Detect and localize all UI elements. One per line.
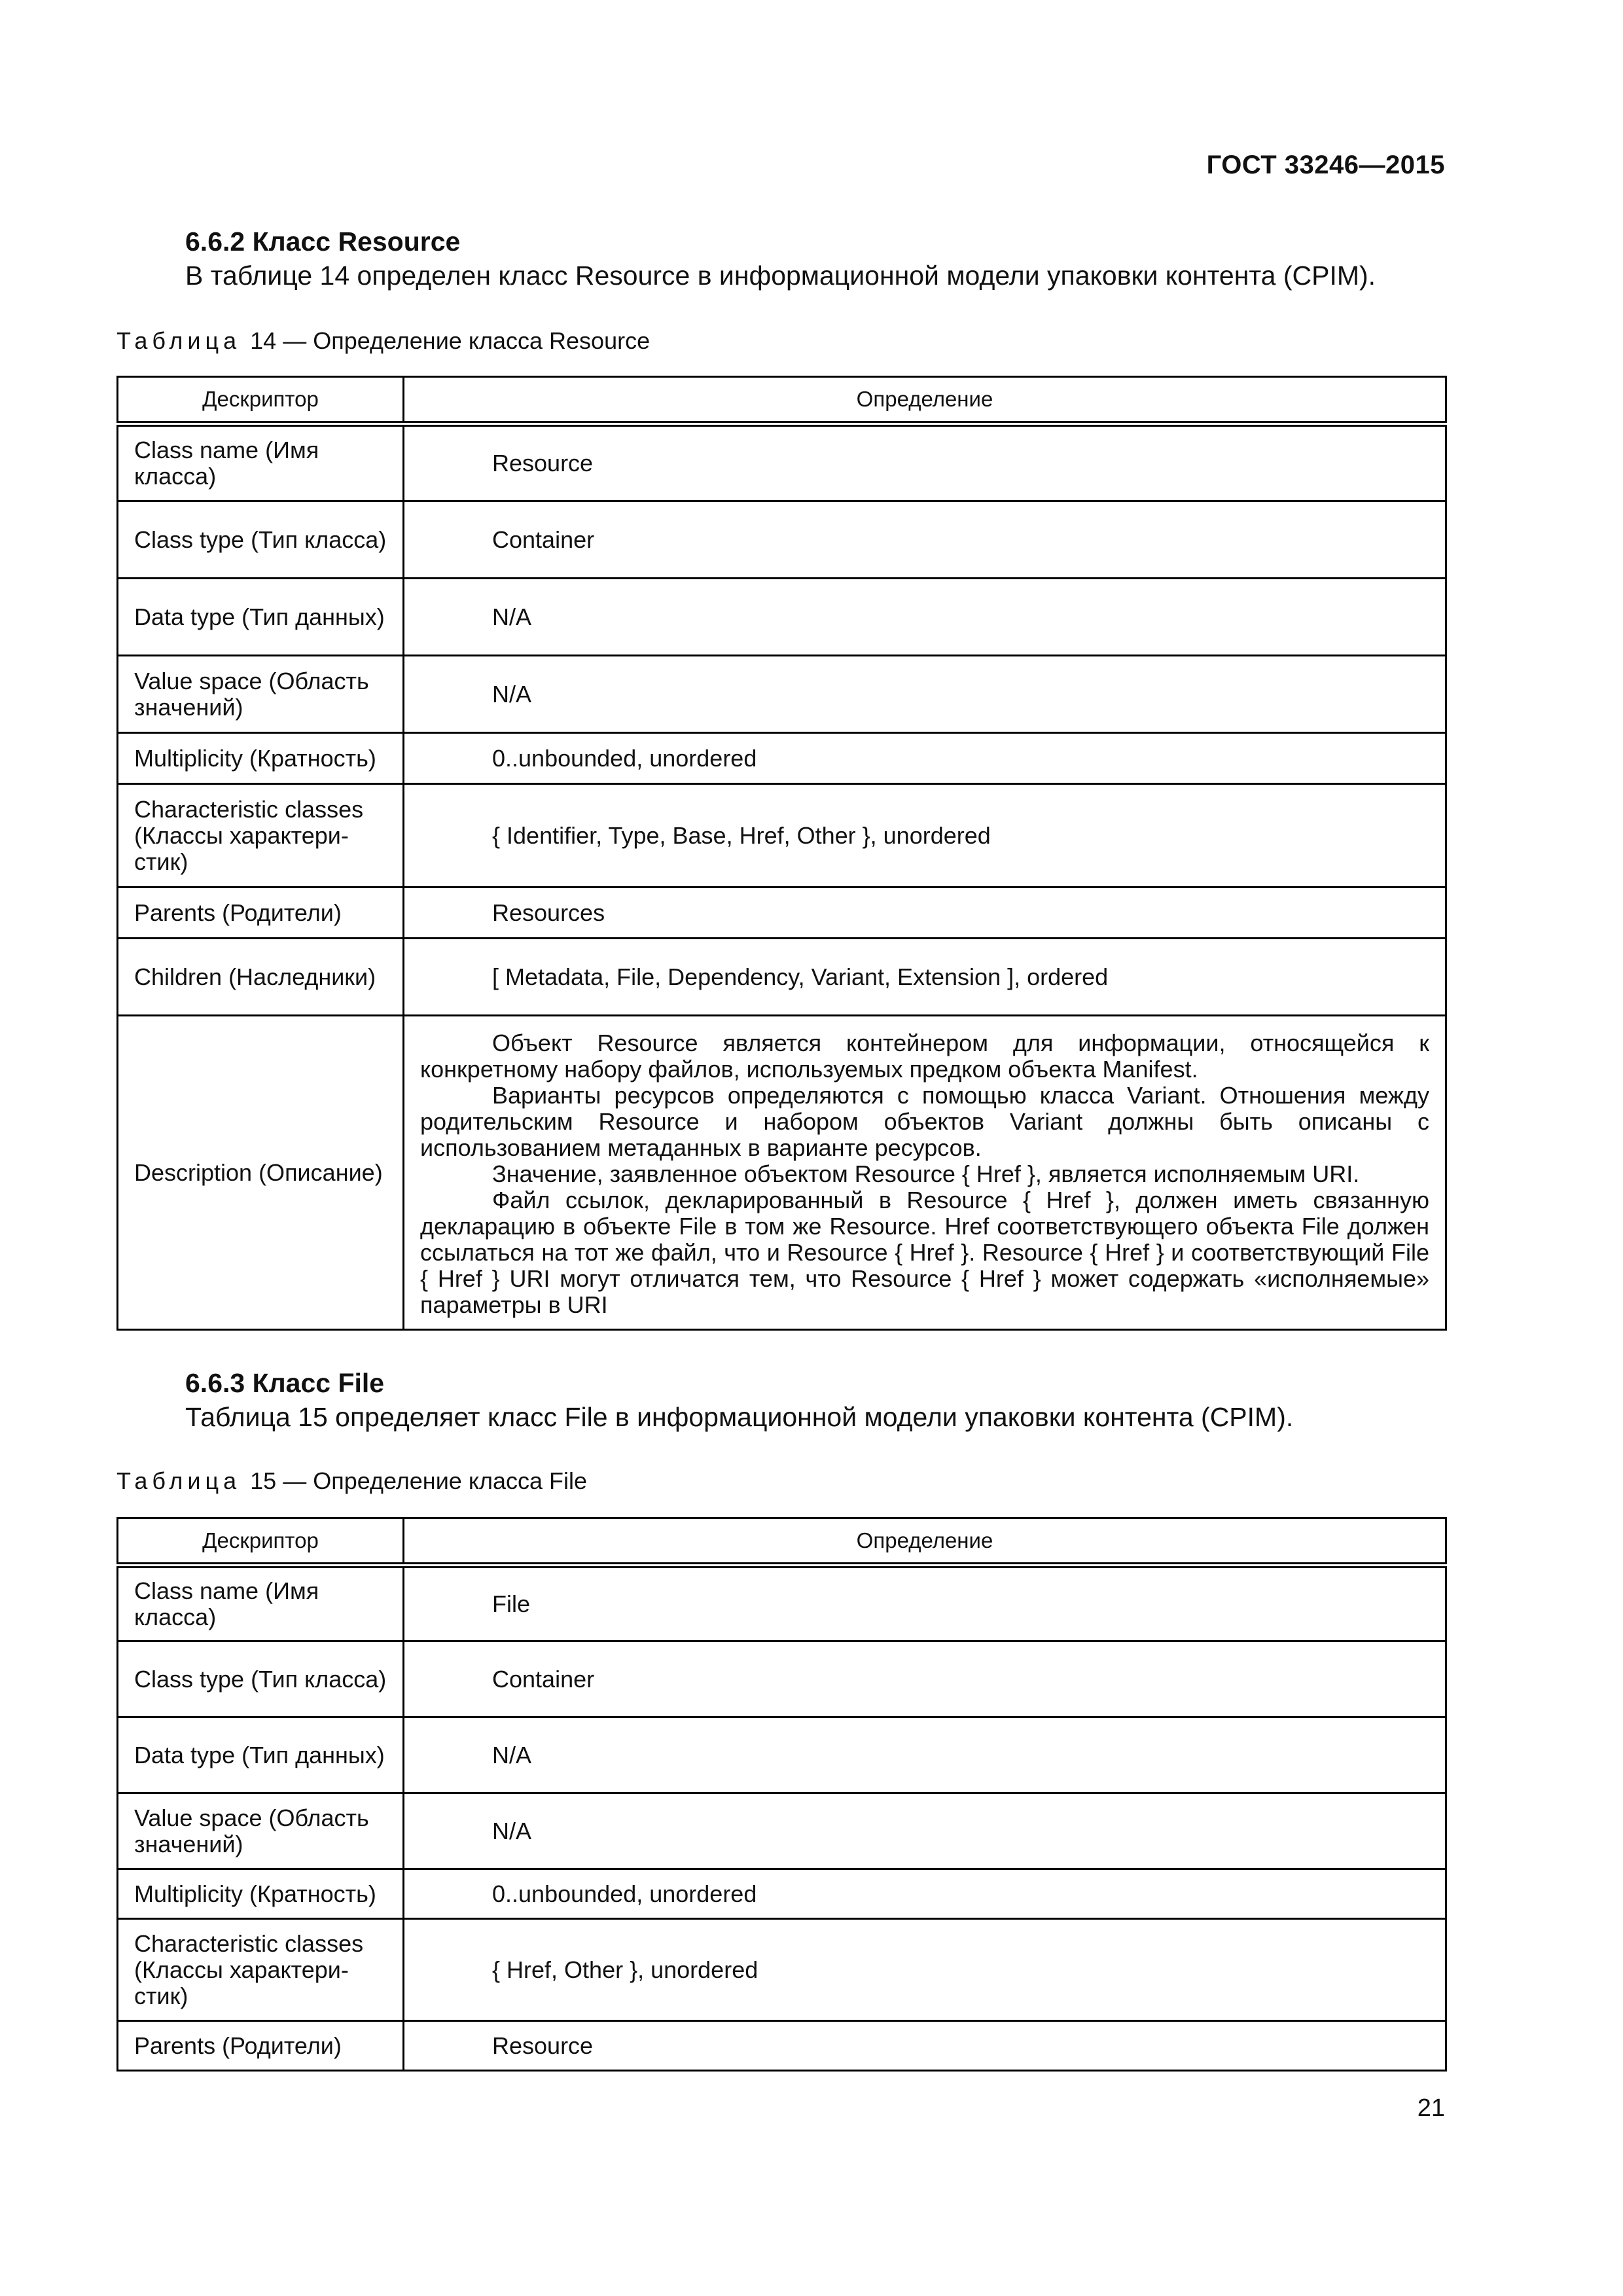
table-caption-word: Таблица	[116, 1467, 241, 1494]
table-caption-text: 15 — Определение класса File	[250, 1467, 588, 1494]
definition-cell: N/A	[404, 1717, 1446, 1793]
table-row	[118, 1717, 1446, 1793]
definition-cell: Container	[404, 501, 1446, 579]
table-header-row	[118, 377, 1446, 424]
definition-cell: N/A	[404, 579, 1446, 656]
section-intro-resource: В таблице 14 определен класс Resource в информационной модели упаковки контента (CPIM).	[185, 260, 1376, 291]
definition-cell: 0..unbounded, unordered	[404, 733, 1446, 784]
definition-cell: N/A	[404, 1793, 1446, 1869]
definition-cell: { Href, Other }, unordered	[404, 1919, 1446, 2021]
table-caption-word: Таблица	[116, 327, 241, 354]
descriptor-cell: Multiplicity (Кратность)	[118, 1869, 404, 1919]
descriptor-cell: Parents (Родители)	[118, 888, 404, 939]
descriptor-cell: Value space (Область значений)	[118, 656, 404, 733]
definition-cell: { Identifier, Type, Base, Href, Other }, unordered	[404, 784, 1446, 888]
definition-cell: [ Metadata, File, Dependency, Variant, Extension ], ordered	[404, 939, 1446, 1016]
descriptor-cell: Class type (Тип класса)	[118, 501, 404, 579]
table-caption-text: 14 — Определение класса Resource	[250, 327, 651, 354]
descriptor-cell: Children (Наследники)	[118, 939, 404, 1016]
descriptor-cell: Characteristic classes (Классы характери-стик)	[118, 784, 404, 888]
column-header-descriptor: Дескриптор	[118, 1518, 404, 1566]
page-number: 21	[1417, 2094, 1445, 2122]
table-caption-14	[116, 327, 650, 355]
descriptor-cell: Data type (Тип данных)	[118, 579, 404, 656]
definition-cell: Resource	[404, 424, 1446, 501]
table-row	[118, 1793, 1446, 1869]
table-row	[118, 939, 1446, 1016]
column-header-definition: Определение	[404, 377, 1446, 424]
descriptor-cell: Value space (Область значений)	[118, 1793, 404, 1869]
table-row	[118, 501, 1446, 579]
table-row	[118, 424, 1446, 501]
table-row	[118, 1869, 1446, 1919]
definition-cell: File	[404, 1566, 1446, 1641]
descriptor-cell: Class name (Имя класса)	[118, 1566, 404, 1641]
table-row	[118, 656, 1446, 733]
descriptor-cell: Class type (Тип класса)	[118, 1641, 404, 1717]
table-row	[118, 1641, 1446, 1717]
table-row	[118, 888, 1446, 939]
column-header-descriptor: Дескриптор	[118, 377, 404, 424]
table-row-description	[118, 1016, 1446, 1330]
descriptor-cell: Class name (Имя класса)	[118, 424, 404, 501]
descriptor-cell: Description (Описание)	[118, 1016, 404, 1330]
definition-cell: Resource	[404, 2021, 1446, 2071]
description-paragraph: Объект Resource является контейнером для информации, относящейся к конкретному набору файлов, используемых предком объекта Manifest.	[420, 1029, 1429, 1083]
definition-cell: N/A	[404, 656, 1446, 733]
table-row	[118, 2021, 1446, 2071]
descriptor-cell: Characteristic classes (Классы характери-стик)	[118, 1919, 404, 2021]
table-row	[118, 1566, 1446, 1641]
descriptor-cell: Parents (Родители)	[118, 2021, 404, 2071]
definition-cell: Resources	[404, 888, 1446, 939]
table-row	[118, 1919, 1446, 2021]
table-row	[118, 733, 1446, 784]
table-header-row	[118, 1518, 1446, 1566]
description-paragraph: Варианты ресурсов определяются с помощью класса Variant. Отношения между родительским Resource и набором объектов Variant должны быть описаны с использованием метаданных в варианте ресурсов.	[420, 1081, 1429, 1161]
description-paragraph: Значение, заявленное объектом Resource { Href }, является исполняемым URI.	[492, 1160, 1360, 1187]
description-paragraph: Файл ссылок, декларированный в Resource { Href }, должен иметь связанную декларацию в объекте File в том же Resource. Href соответствующего объекта File должен ссылаться на тот же файл, что и Resource { Href }. Resource { Href } и соответствующий File { Href } URI могут отличатся тем, что Resource { Href } может содержать «исполняемые» параметры в URI	[420, 1186, 1429, 1318]
table-row	[118, 784, 1446, 888]
section-heading-resource: 6.6.2 Класс Resource	[185, 226, 461, 257]
descriptor-cell: Data type (Тип данных)	[118, 1717, 404, 1793]
table-row	[118, 579, 1446, 656]
descriptor-cell: Multiplicity (Кратность)	[118, 733, 404, 784]
definition-cell: Container	[404, 1641, 1446, 1717]
section-intro-file: Таблица 15 определяет класс File в информационной модели упаковки контента (CPIM).	[185, 1402, 1294, 1432]
table-caption-15	[116, 1467, 587, 1495]
file-definition-table	[116, 1517, 1447, 2072]
resource-definition-table	[116, 376, 1447, 1331]
document-code: ГОСТ 33246—2015	[1206, 151, 1445, 179]
section-heading-file: 6.6.3 Класс File	[185, 1368, 385, 1398]
description-cell	[404, 1016, 1446, 1330]
definition-cell: 0..unbounded, unordered	[404, 1869, 1446, 1919]
column-header-definition: Определение	[404, 1518, 1446, 1566]
